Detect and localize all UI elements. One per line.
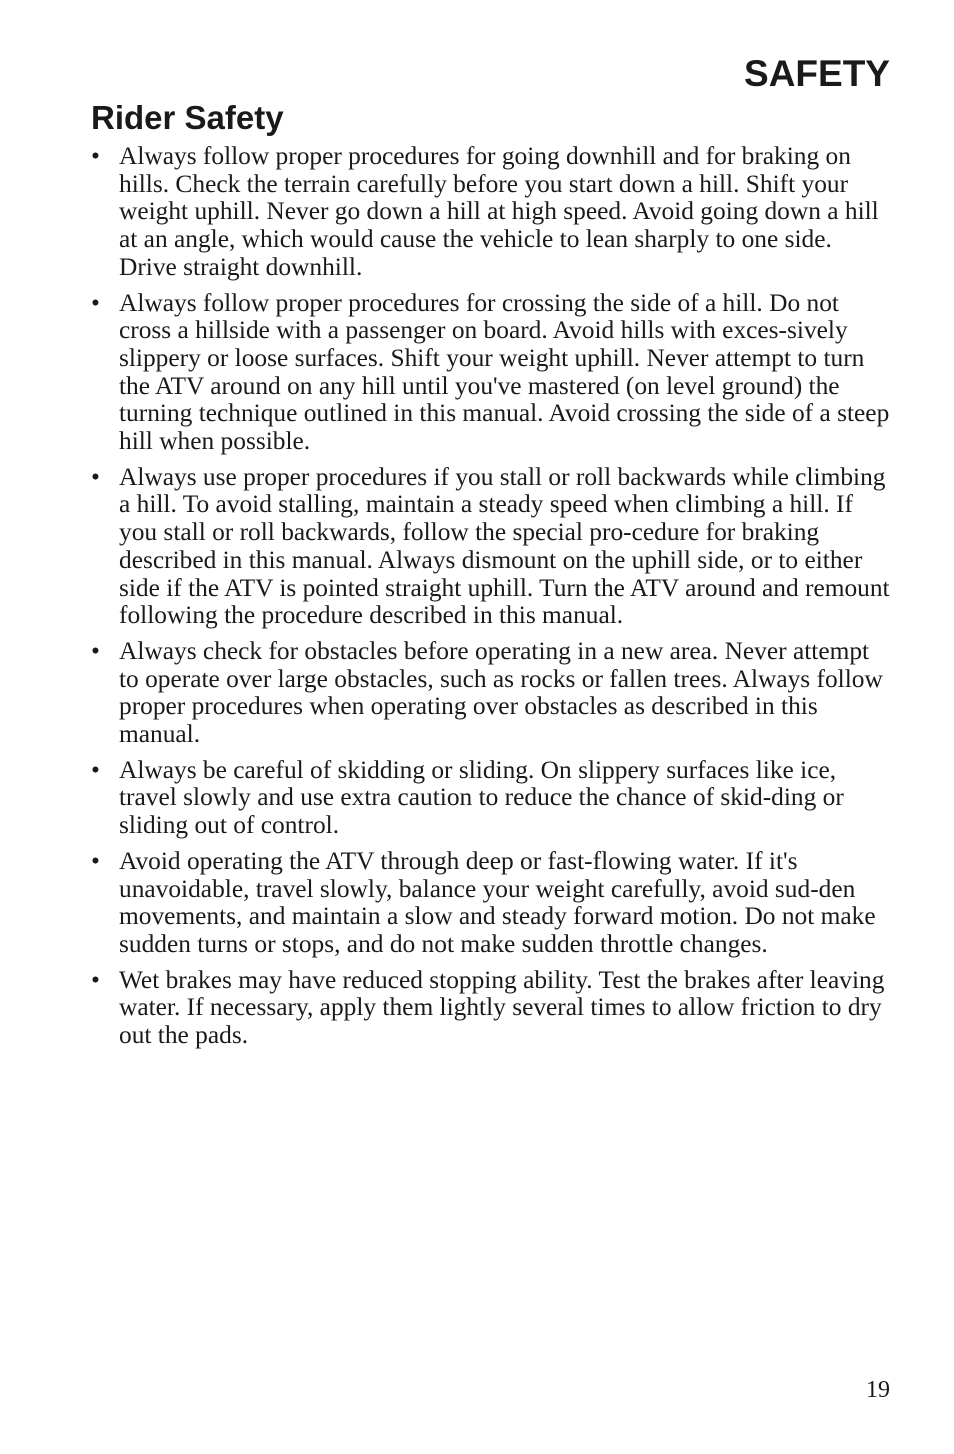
list-item: [91, 967, 893, 1050]
bullet-icon: •: [91, 288, 100, 317]
bullet-icon: •: [91, 755, 100, 784]
list-item: [91, 143, 893, 282]
list-item-text: Always be careful of skidding or sliding. On slippery surfaces like ice, travel slowly and use extra caution to reduce the chance of skid-ding or sliding out of control.: [119, 755, 844, 840]
list-item: [91, 848, 893, 959]
list-item: [91, 464, 893, 630]
page-number: 19: [866, 1377, 890, 1403]
bullet-icon: •: [91, 142, 100, 170]
list-item: [91, 757, 893, 840]
bullet-icon: •: [91, 636, 100, 665]
section-header: SAFETY: [744, 53, 890, 94]
bullet-icon: •: [91, 462, 100, 491]
list-item-text: Always use proper procedures if you stall or roll backwards while climbing a hill. To avoid stalling, maintain a steady speed when climbing a hill. If you stall or roll backwards, follow the special pro-cedure for braking described in this manual. Always dismount on the uphill side, or to either side if the ATV is pointed straight uphill. Turn the ATV around and remount following the procedure described in this manual.: [119, 462, 890, 630]
list-item: [91, 290, 893, 456]
list-item-text: Always follow proper procedures for going downhill and for braking on hills. Check the terrain carefully before you start down a hill. Shift your weight uphill. Never go down a hill at high speed. Avoid going down a hill at an angle, which would cause the vehicle to lean sharply to one side. Drive straight downhill.: [119, 142, 879, 281]
list-item-text: Avoid operating the ATV through deep or fast-flowing water. If it's unavoidable, travel slowly, balance your weight carefully, avoid sud-den movements, and maintain a slow and steady forward motion. Do not make sudden turns or stops, and do not make sudden throttle changes.: [119, 846, 876, 958]
bullet-list: [91, 143, 893, 1058]
list-item-text: Always follow proper procedures for crossing the side of a hill. Do not cross a hillside with a passenger on board. Avoid hills with exces-sively slippery or loose surfaces. Shift your weight uphill. Never attempt to turn the ATV around on any hill until you've mastered (on level ground) the turning technique outlined in this manual. Avoid crossing the side of a steep hill when possible.: [119, 288, 890, 456]
page-title: Rider Safety: [91, 99, 284, 136]
bullet-icon: •: [91, 965, 100, 994]
list-item-text: Always check for obstacles before operating in a new area. Never attempt to operate over large obstacles, such as rocks or fallen trees. Always follow proper procedures when operating over obstacles as described in this manual.: [119, 636, 883, 749]
bullet-icon: •: [91, 846, 100, 875]
list-item: [91, 638, 893, 749]
list-item-text: Wet brakes may have reduced stopping ability. Test the brakes after leaving water. If necessary, apply them lightly several times to allow friction to dry out the pads.: [119, 965, 885, 1050]
